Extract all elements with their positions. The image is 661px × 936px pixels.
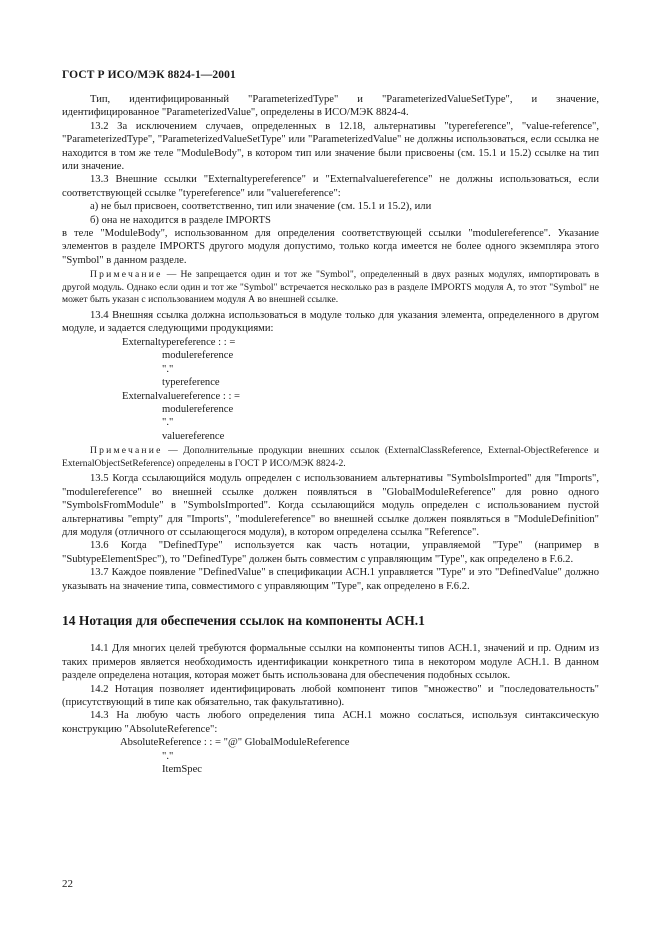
list-item-a: а) не был присвоен, соответственно, тип или значение (см. 15.1 и 15.2), или [90,201,432,213]
page-body [62,93,599,776]
paragraph-13-6: 13.6 Когда "DefinedType" используется как часть нотации, управляемой "Type" (например в "SubtypeElementSpec"), то "DefinedType" должен быть совместим с управляющим "Type", как определено в F.6.2. [62,540,599,565]
production-head: AbsoluteReference : : = "@" GlobalModuleReference [120,737,350,749]
paragraph-13-3: 13.3 Внешние ссылки "Externaltypereference" и "Externalvaluereference" не должны использоваться, если соответствующей ссылке "typereference" или "valuereference": [62,174,599,199]
production-item: "." [162,750,174,762]
note-1 [62,269,599,307]
production-item: modulereference [162,350,234,362]
page-number: 22 [62,878,73,890]
production-head: Externalvaluereference : : = [122,390,241,402]
paragraph-13-5: 13.5 Когда ссылающийся модуль определен с использованием альтернативы "SymbolsImported" для "Imports", "modulereference" во внешней ссылке должен появляться в "GlobalModuleReference" для ровно одного "SymbolsFromModule" в "SymbolsImported". Когда ссылающийся модуль определен с использованием пустой альтернативы "empty" для "Imports", "modulereference" во внешней ссылке должен появляться в "ModuleDefinition" для модуля (отличного от ссылающегося модуля), в котором определена ссылка "Reference". [62,473,599,538]
section-heading: 14 Нотация для обеспечения ссылок на компоненты АСН.1 [62,612,425,628]
production-item: typereference [162,377,220,389]
paragraph-14-1: 14.1 Для многих целей требуются формальные ссылки на компоненты типов АСН.1, значений и пр. Одним из таких примеров является необходимость идентификации конкретного типа в некотором модуле АСН.1. В данном разделе определена нотация, которая может быть использована для обеспечения подобных ссылок. [62,643,599,682]
list-item-b: б) она не находится в разделе IMPORTS [90,214,271,226]
page-header: ГОСТ Р ИСО/МЭК 8824-1—2001 [62,69,236,81]
note-2 [62,445,599,470]
paragraph: Тип, идентифицированный "ParameterizedType" и "ParameterizedValueSetType", и значение, идентифицированное "ParameterizedValue", определены в ИСО/МЭК 8824-4. [62,94,599,119]
production-head: Externaltypereference : : = [122,336,236,348]
note-label: Примечание [90,445,163,457]
paragraph-continuation: в теле "ModuleBody", использованном для определения соответствующей ссылки "modulereference". Указание элементов в разделе IMPORTS другого модуля допустимо, только когда имеется не более одного экземпляра этого "Symbol" в данном разделе. [62,228,599,266]
production-item: ItemSpec [162,764,203,776]
production-item: modulereference [162,403,234,415]
paragraph-14-2: 14.2 Нотация позволяет идентифицировать любой компонент типов "множество" и "последовательность" (присутствующий в типе как обязательно, так факультативно). [62,683,599,708]
production-item: "." [162,363,174,375]
paragraph-14-3: 14.3 На любую часть любого определения типа АСН.1 можно сослаться, используя синтаксическую конструкцию "AbsoluteReference": [62,710,599,735]
note-text: — Не запрещается один и тот же "Symbol", определенный в двух разных модулях, импортировать в другой модуль. Однако если один и тот же "Symbol" встречается несколько раз в разделе IMPORTS модуля А, то этот "Symbol" не может быть указан с использованием модуля А во внешней ссылке. [62,269,599,306]
production-item: "." [162,417,174,429]
note-label: Примечание [90,269,163,281]
paragraph-13-2: 13.2 За исключением случаев, определенных в 12.18, альтернативы "typereference", "value-reference", "ParameterizedType", "ParameterizedValueSetType" или "ParameterizedValue" не должны использоваться, если ссылка не находится в том же теле "ModuleBody", в котором тип или значение были присвоены (см. 15.1 и 15.2) ссылке на тип или значение. [62,120,599,173]
paragraph-13-7: 13.7 Каждое появление "DefinedValue" в спецификации АСН.1 управляется "Type" и это "DefinedValue" должно указывать на значение типа, совместимого с управляющим "Type", как определено в F.6.2. [62,567,599,592]
note-text: — Дополнительные продукции внешних ссылок (ExternalClassReference, External-ObjectReference и ExternalObjectSetReference) определены в ГОСТ Р ИСО/МЭК 8824-2. [62,445,599,469]
paragraph-13-4: 13.4 Внешняя ссылка должна использоваться в модуле только для указания элемента, определенного в другом модуле, и задается следующими продукциями: [62,310,599,335]
production-item: valuereference [162,430,225,442]
